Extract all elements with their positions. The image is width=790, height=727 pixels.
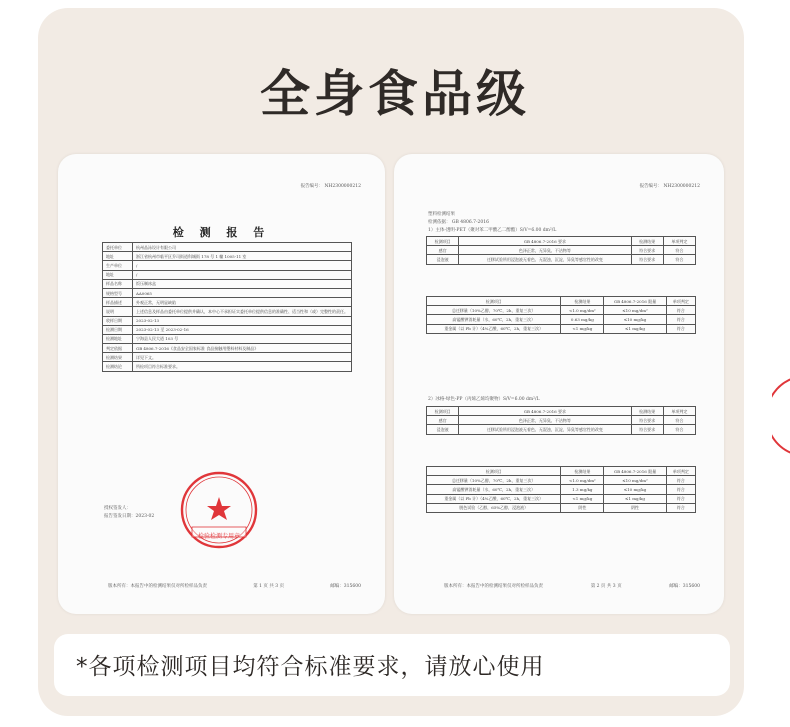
header-cell: 检测结果 — [561, 467, 604, 476]
header-cell: 检测项目 — [427, 297, 561, 306]
table-row — [103, 334, 352, 343]
header-cell: 检测项目 — [427, 237, 459, 246]
table-cell: ≤1 mg/kg — [604, 324, 667, 333]
table-cell: 详见下文。 — [133, 353, 352, 362]
report-number-2: 报告编号： NH2300000212 — [639, 184, 700, 189]
table-row — [103, 316, 352, 325]
table-cell: 上述信息及样品由委托单位提供并确认，本中心不承担证实委托单位提供信息的准确性、适当性和（或）完整性的责任。 — [133, 307, 352, 316]
table-cell: / — [133, 270, 352, 279]
table-row — [103, 298, 352, 307]
table-cell: 阴性 — [561, 503, 604, 512]
table-cell: 符合 — [666, 306, 695, 315]
table-cell: 检测日期 — [103, 325, 133, 334]
report-footer-2: 版本所有：本报告中的检测结果仅对所检样品负责 第 2 页 共 3 页 邮编：315600 — [444, 584, 700, 589]
table-cell: 宁海县人民大道 103 号 — [133, 334, 352, 343]
header-cell: 检测结果 — [631, 237, 663, 246]
table-cell: 生产单位 — [103, 261, 133, 270]
table-row — [103, 362, 352, 371]
table-header-row — [427, 297, 696, 306]
table-cell: 符合要求 — [631, 416, 663, 425]
material-2: 2）冰格-绿色-PP（丙烯乙烯均聚物）S/V=6.00 dm²/L — [428, 397, 540, 402]
report-heading: 检 测 报 告 — [172, 226, 271, 239]
partial-red-stamp — [772, 376, 790, 456]
sensory-table-2 — [426, 406, 696, 435]
table-cell: 地址 — [103, 270, 133, 279]
table-cell: 符合 — [666, 503, 695, 512]
table-cell: ≤10 mg/kg — [604, 315, 667, 324]
header-cell: GB 4806.7-2016 限量 — [604, 297, 667, 306]
migration-table-2 — [426, 466, 696, 513]
sensory-table-1 — [426, 236, 696, 265]
table-row — [103, 288, 352, 297]
header-cell: 检测结果 — [631, 407, 663, 416]
migration-table-1 — [426, 296, 696, 334]
table-cell: 浸泡液 — [427, 255, 459, 264]
table-row — [103, 279, 352, 288]
header-cell: GB 4806.7-2016 要求 — [459, 237, 631, 246]
table-cell: 收样日期 — [103, 316, 133, 325]
table-cell: 说明 — [103, 307, 133, 316]
table-cell: 饭压制冰盒 — [133, 279, 352, 288]
table-cell: 符合 — [663, 255, 695, 264]
report-page-2 — [394, 154, 724, 614]
table-row — [103, 261, 352, 270]
table-row — [427, 476, 696, 485]
table-header-row — [427, 407, 696, 416]
table-row — [103, 307, 352, 316]
report-footer: 版本所有：本报告中的检测结果仅对所检样品负责 第 1 页 共 3 页 邮编：315600 — [108, 584, 361, 589]
table-cell: 脱色试验（乙醇，65%乙醇，浸泡液） — [427, 503, 561, 512]
table-cell: <1.0 mg/dm² — [561, 476, 604, 485]
table-cell: 色泽正常，无异臭、不洁物等 — [459, 246, 631, 255]
table-cell: 样品名称 — [103, 279, 133, 288]
table-cell: 高锰酸钾消耗量（水，60℃，2h，重复三次） — [427, 315, 561, 324]
table-cell: 浸泡液 — [427, 425, 459, 434]
table-cell: <1 mg/kg — [561, 494, 604, 503]
table-row — [427, 306, 696, 315]
table-cell: 总迁移量（10%乙醇，70℃，2h，重复三次） — [427, 306, 561, 315]
table-row — [427, 416, 696, 425]
table-cell: 所检项目符合标准要求。 — [133, 362, 352, 371]
header-cell: GB 4806.7-2016 限量 — [604, 467, 667, 476]
table-cell: 委托单位 — [103, 243, 133, 252]
table-row — [427, 494, 696, 503]
table-cell: GB 4806.7-2016《食品安全国家标准 食品接触用塑料材料及制品》 — [133, 344, 352, 353]
table-cell: 检测结论 — [103, 362, 133, 371]
table-cell: ≤10 mg/dm² — [604, 476, 667, 485]
table-cell: 符合 — [663, 416, 695, 425]
table-cell: 1.3 mg/kg — [561, 485, 604, 494]
table-cell: 阴性 — [604, 503, 667, 512]
certificates — [38, 150, 744, 622]
table-row — [103, 270, 352, 279]
table-row — [427, 485, 696, 494]
table-cell: 检测地址 — [103, 334, 133, 343]
header-cell: 检测项目 — [427, 467, 561, 476]
header-cell: 单项判定 — [663, 407, 695, 416]
table-row — [103, 353, 352, 362]
standard-line: 检测依据： GB 4806.7-2016 — [428, 220, 489, 225]
table-cell: 样品描述 — [103, 298, 133, 307]
table-cell: 地址 — [103, 252, 133, 261]
report-number: 报告编号： NH2300000212 — [300, 184, 361, 189]
table-cell: 杭州品泳设计有限公司 — [133, 243, 352, 252]
header-cell: 单项判定 — [666, 467, 695, 476]
page-title: 全身食品级 — [260, 65, 530, 123]
sign-date: 报告签发日期：2023-02 — [104, 514, 155, 519]
table-cell: / — [133, 261, 352, 270]
table-cell: <1 mg/kg — [561, 324, 604, 333]
signer-label: 授权签发人： — [104, 506, 131, 511]
stamp-label: 检验检测专用章 — [198, 533, 241, 540]
table-cell: 迁移试验所用浸泡液无着色、无混浊，沉淀，异臭等感官性的改变 — [459, 425, 631, 434]
section-title: 塑料检测结果 — [428, 212, 455, 217]
table-cell: 符合要求 — [631, 255, 663, 264]
header-cell: 检测结果 — [561, 297, 604, 306]
table-row — [427, 255, 696, 264]
table-cell: 2023-02-13 至 2023-02-16 — [133, 325, 352, 334]
report-page-1 — [58, 154, 385, 614]
table-row — [103, 243, 352, 252]
header-cell: 单项判定 — [663, 237, 695, 246]
table-row — [103, 252, 352, 261]
material-1: 1）主体-透明-PET（聚对苯二甲酸乙二醇酯）S/V=6.00 dm²/L — [428, 228, 557, 233]
table-cell: 符合 — [666, 315, 695, 324]
table-cell: 符合 — [666, 476, 695, 485]
footnote-banner — [54, 634, 730, 696]
table-cell: 符合 — [666, 485, 695, 494]
table-row — [427, 324, 696, 333]
table-header-row — [427, 237, 696, 246]
table-row — [427, 425, 696, 434]
table-cell: 重金属（以 Pb 计）（4%乙酸，60℃，2h，重复三次） — [427, 494, 561, 503]
table-row — [103, 344, 352, 353]
table-cell: 符合 — [666, 324, 695, 333]
table-cell: 总迁移量（10%乙醇，70℃，2h，重复三次） — [427, 476, 561, 485]
table-cell: 2023-02-13 — [133, 316, 352, 325]
table-header-row — [427, 467, 696, 476]
report-info-table — [102, 242, 352, 372]
table-cell: 符合 — [663, 425, 695, 434]
table-cell: 符合 — [663, 246, 695, 255]
header-cell: 检测项目 — [427, 407, 459, 416]
table-cell: ≤1 mg/kg — [604, 494, 667, 503]
table-row — [103, 325, 352, 334]
table-cell: 重金属（以 Pb 计）（4%乙酸，60℃，2h，重复三次） — [427, 324, 561, 333]
table-row — [427, 315, 696, 324]
table-cell: <1.0 mg/dm² — [561, 306, 604, 315]
header-cell: 单项判定 — [666, 297, 695, 306]
table-cell: ≤10 mg/kg — [604, 485, 667, 494]
table-cell: 外观正常，无明显缺陷 — [133, 298, 352, 307]
table-cell: 符合 — [666, 494, 695, 503]
table-cell: 色泽正常，无异臭、不洁物等 — [459, 416, 631, 425]
table-cell: 感官 — [427, 246, 459, 255]
header-cell: GB 4806.7-2016 要求 — [459, 407, 631, 416]
table-cell: 感官 — [427, 416, 459, 425]
table-cell: 判定依据 — [103, 344, 133, 353]
table-cell: 符合要求 — [631, 246, 663, 255]
footnote-text: *各项检测项目均符合标准要求，请放心使用 — [76, 654, 545, 680]
table-cell: 符合要求 — [631, 425, 663, 434]
table-row — [427, 246, 696, 255]
table-cell: AA0065 — [133, 288, 352, 297]
table-cell: 规格型号 — [103, 288, 133, 297]
table-cell: 浙江省杭州市临平区乔司街道科城街 178 号 1 幢 1005-11 室 — [133, 252, 352, 261]
table-row — [427, 503, 696, 512]
table-cell: ≤10 mg/dm² — [604, 306, 667, 315]
table-cell: 高锰酸钾消耗量（水，60℃，2h，重复三次） — [427, 485, 561, 494]
table-cell: 0.63 mg/kg — [561, 315, 604, 324]
table-cell: 迁移试验所用浸泡液无着色、无混浊，沉淀，异臭等感官性的改变 — [459, 255, 631, 264]
table-cell: 检测结果 — [103, 353, 133, 362]
